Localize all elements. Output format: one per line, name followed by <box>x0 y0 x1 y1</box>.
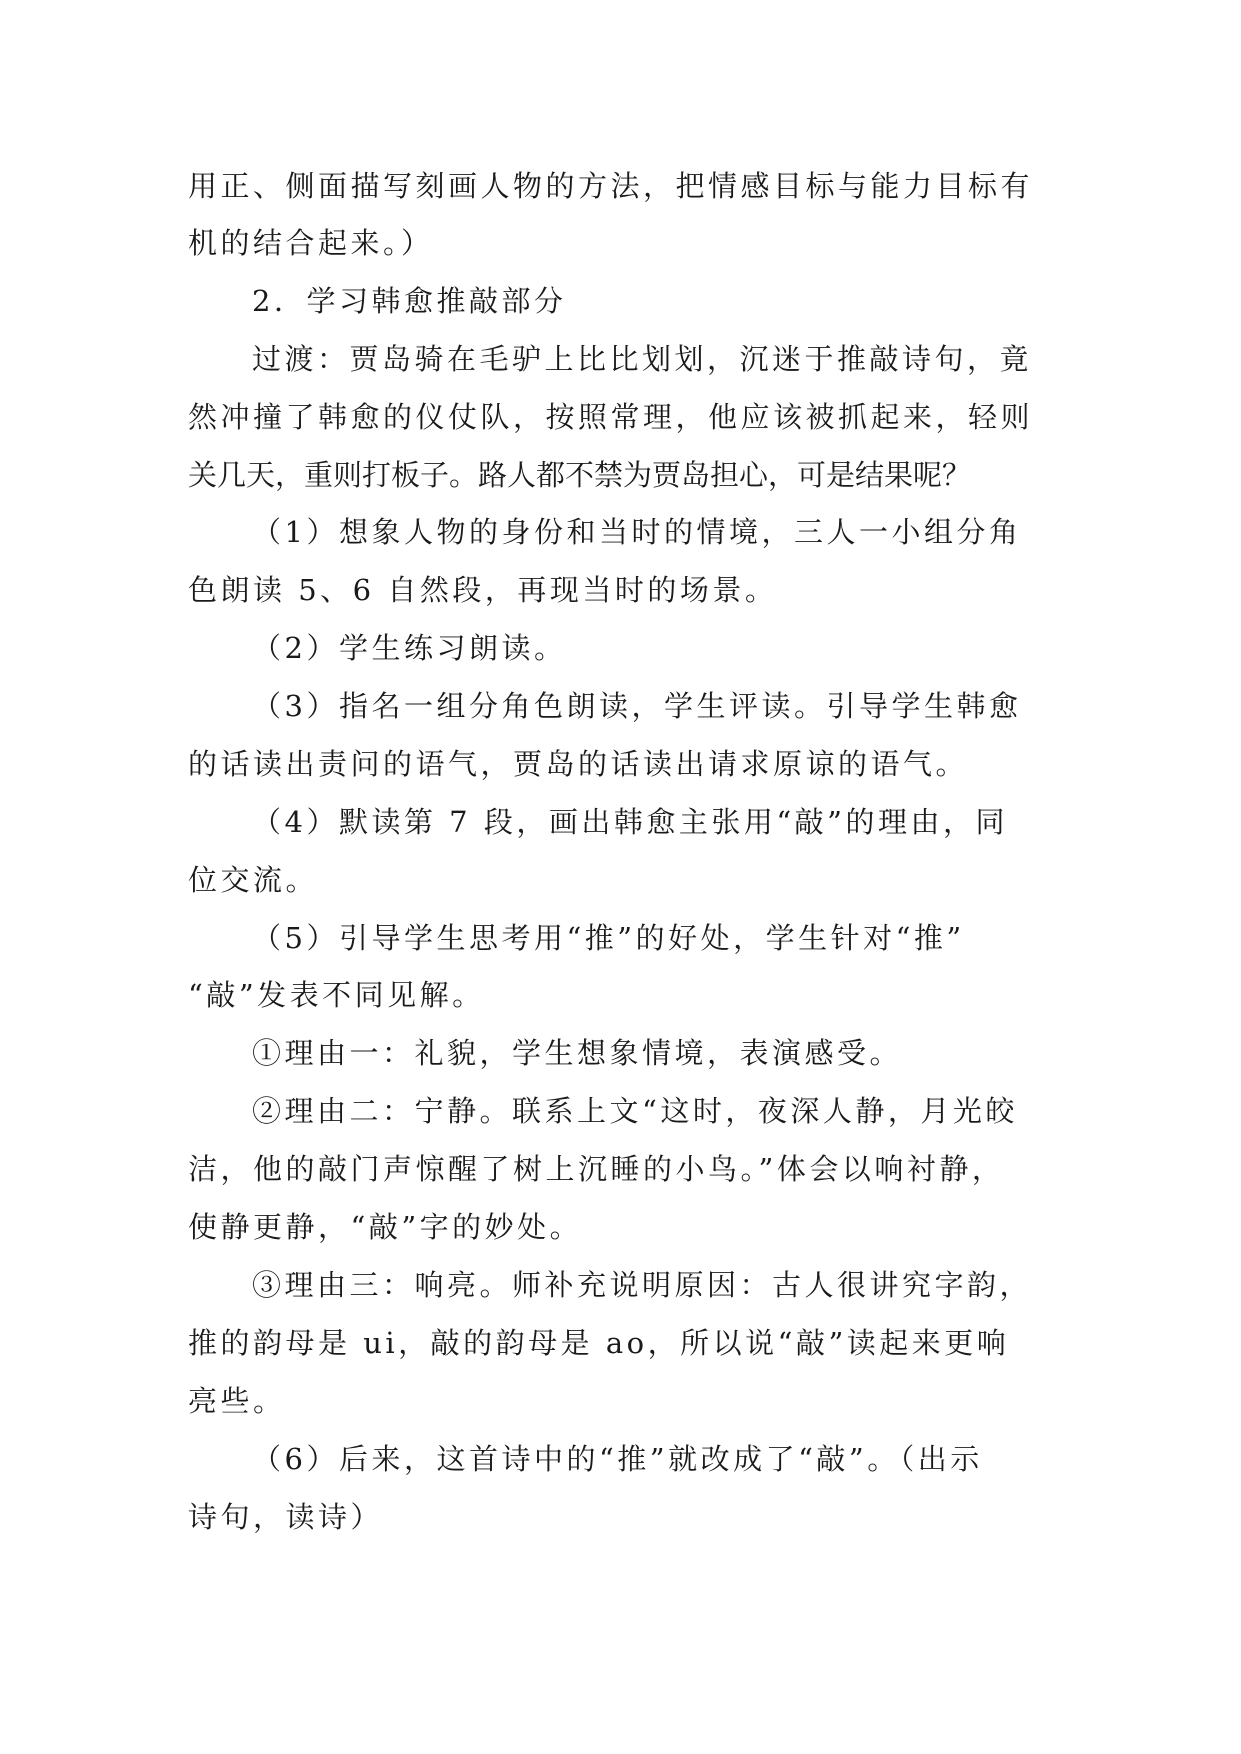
text-line: ③理由三：响亮。师补充说明原因：古人很讲究字韵， <box>252 1268 1033 1302</box>
text-line: 位交流。 <box>188 863 319 897</box>
text-line: 关几天，重则打板子。路人都不禁为贾岛担心，可是结果呢？ <box>188 458 972 492</box>
text-line: （2）学生练习朗读。 <box>252 631 567 665</box>
section-heading: 2．学习韩愈推敲部分 <box>252 284 567 318</box>
text-line: 推的韵母是 ui，敲的韵母是 ao，所以说“敲”读起来更响 <box>188 1326 1010 1360</box>
text-line: 的话读出责问的语气，贾岛的话读出请求原谅的语气。 <box>188 747 969 781</box>
text-line: 色朗读 5、6 自然段，再现当时的场景。 <box>188 573 778 607</box>
text-line: （5）引导学生思考用“推”的好处，学生针对“推” <box>252 921 965 955</box>
text-line: 机的结合起来。） <box>188 226 434 260</box>
text-line: （4）默读第 7 段，画出韩愈主张用“敲”的理由，同 <box>252 805 1008 839</box>
text-line: “敲”发表不同见解。 <box>188 978 485 1012</box>
text-line: 过渡：贾岛骑在毛驴上比比划划，沉迷于推敲诗句，竟 <box>252 342 1033 376</box>
text-line: （3）指名一组分角色朗读，学生评读。引导学生韩愈 <box>252 689 1022 723</box>
text-line: 然冲撞了韩愈的仪仗队，按照常理，他应该被抓起来，轻则 <box>188 400 1034 434</box>
text-line: 洁，他的敲门声惊醒了树上沉睡的小鸟。”体会以响衬静， <box>188 1152 1005 1186</box>
text-line: ②理由二：宁静。联系上文“这时，夜深人静，月光皎 <box>252 1094 1018 1128</box>
text-line: ①理由一：礼貌，学生想象情境，表演感受。 <box>252 1036 903 1070</box>
text-line: （6）后来，这首诗中的“推”就改成了“敲”。（出示 <box>252 1442 983 1476</box>
text-line: 使静更静，“敲”字的妙处。 <box>188 1210 583 1244</box>
text-line: 亮些。 <box>188 1384 286 1418</box>
text-line: （1）想象人物的身份和当时的情境，三人一小组分角 <box>252 515 1022 549</box>
text-line: 用正、侧面描写刻画人物的方法，把情感目标与能力目标有 <box>188 169 1034 203</box>
text-line: 诗句，读诗） <box>188 1500 384 1534</box>
